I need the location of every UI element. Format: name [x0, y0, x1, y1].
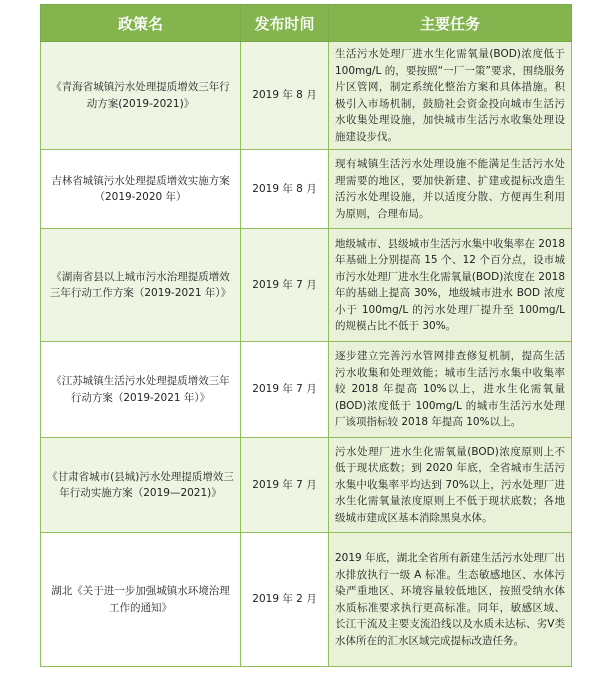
table-row	[41, 438, 572, 533]
policy-table-container	[40, 4, 571, 667]
main-task-cell: 逐步建立完善污水管网排查修复机制，提高生活污水收集和处理效能；城市生活污水集中收集率较 2018 年提高 10%以上，进水生化需氧量(BOD)浓度低于 100mg/L 的城市生活污水处理厂该项指标较 2018 年提高 10%以上。	[329, 342, 572, 438]
publish-date-cell: 2019 年 7 月	[241, 342, 329, 438]
header-policy-name: 政策名	[41, 5, 241, 42]
publish-date-cell: 2019 年 8 月	[241, 150, 329, 229]
main-task-cell: 2019 年底，湖北全省所有新建生活污水处理厂出水排放执行一级 A 标准。生态敏感地区、水体污染严重地区、环境容量较低地区，按照受纳水体水质标准要求执行更高标准。同年，敏感区域、长江干流及主要支流沿线以及水质未达标、劣Ⅴ类水体所在的汇水区域完成提标改造任务。	[329, 533, 572, 667]
policy-name-cell: 湖北《关于进一步加强城镇水环境治理工作的通知》	[41, 533, 241, 667]
publish-date-cell: 2019 年 7 月	[241, 229, 329, 342]
policy-name-cell: 吉林省城镇污水处理提质增效实施方案（2019-2020 年）	[41, 150, 241, 229]
table-row	[41, 533, 572, 667]
policy-name-cell: 《青海省城镇污水处理提质增效三年行动方案(2019-2021)》	[41, 42, 241, 150]
policy-table	[40, 4, 572, 667]
main-task-cell: 现有城镇生活污水处理设施不能满足生活污水处理需要的地区，要加快新建、扩建或提标改造生活污水处理设施，并以适度分散、方便再生利用为原则，合理布局。	[329, 150, 572, 229]
publish-date-cell: 2019 年 7 月	[241, 438, 329, 533]
policy-name-cell: 《甘肃省城市(县城)污水处理提质增效三年行动实施方案（2019—2021)》	[41, 438, 241, 533]
header-main-tasks: 主要任务	[329, 5, 572, 42]
table-row	[41, 229, 572, 342]
policy-name-cell: 《江苏城镇生活污水处理提质增效三年行动方案（2019-2021 年）》	[41, 342, 241, 438]
policy-name-cell: 《湖南省县以上城市污水治理提质增效三年行动工作方案（2019-2021 年）》	[41, 229, 241, 342]
table-row	[41, 42, 572, 150]
main-task-cell: 污水处理厂进水生化需氧量(BOD)浓度原则上不低于现状底数；到 2020 年底，全省城市生活污水集中收集率平均达到 70%以上，污水处理厂进水生化需氧量浓度原则上不低于现状底数；各地级城市建成区基本消除黑臭水体。	[329, 438, 572, 533]
publish-date-cell: 2019 年 2 月	[241, 533, 329, 667]
table-row	[41, 342, 572, 438]
table-header-row	[41, 5, 572, 42]
main-task-cell: 生活污水处理厂进水生化需氧量(BOD)浓度低于 100mg/L 的，要按照“一厂一策”要求，围绕服务片区管网，制定系统化整治方案和具体措施。积极引入市场机制，鼓励社会资金投向城市生活污水收集处理设施，加快城市生活污水收集处理设施建设步伐。	[329, 42, 572, 150]
main-task-cell: 地级城市、县级城市生活污水集中收集率在 2018 年基础上分别提高 15 个、12 个百分点，设市城市污水处理厂进水生化需氧量(BOD)浓度在 2018 年的基础上提高 30%，地级城市进水 BOD 浓度小于 100mg/L 的污水处理厂提升至 100mg/L 的规模占比不低于 30%。	[329, 229, 572, 342]
table-row	[41, 150, 572, 229]
publish-date-cell: 2019 年 8 月	[241, 42, 329, 150]
header-publish-date: 发布时间	[241, 5, 329, 42]
